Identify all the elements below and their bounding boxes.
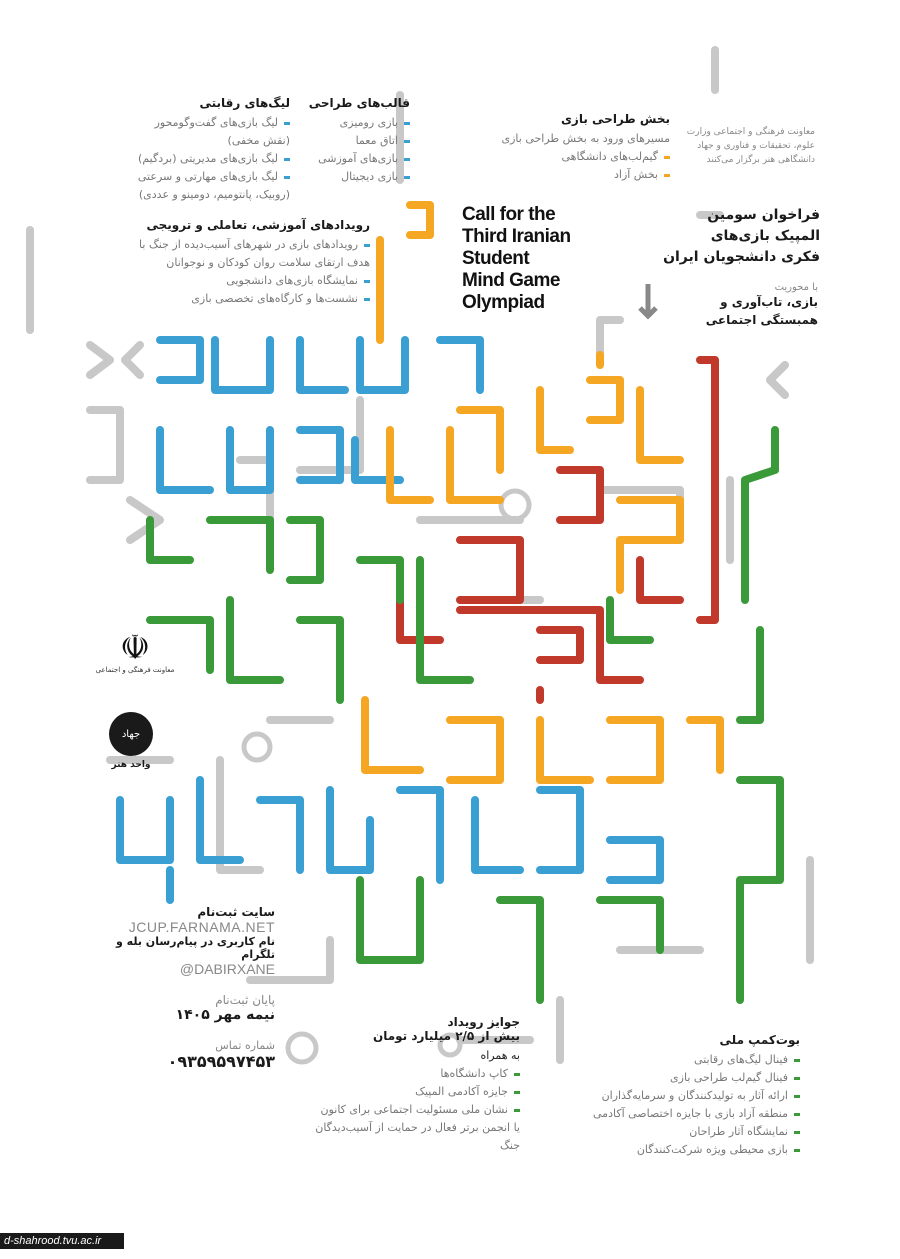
organizer-text: معاونت فرهنگی و اجتماعی وزارت علوم، تحقیقات و فناوری و جهاد دانشگاهی هنر برگزار می‌کنند xyxy=(686,127,815,165)
bullet-icon xyxy=(664,174,670,177)
list-item: بخش آزاد xyxy=(455,166,670,184)
events-section xyxy=(95,218,370,308)
jahad-logo: جهاد واحد هنر xyxy=(101,712,161,770)
bootcamp-section xyxy=(555,1033,800,1159)
bullet-icon xyxy=(794,1077,800,1080)
handle-link[interactable]: @DABIRXANE xyxy=(179,961,275,977)
competitive-leagues xyxy=(100,96,290,204)
bullet-icon xyxy=(794,1095,800,1098)
list-item: فینال لیگ‌های رقابتی xyxy=(555,1051,800,1069)
list-item: بازی محیطی ویژه شرکت‌کنندگان xyxy=(555,1141,800,1159)
bullet-icon xyxy=(364,298,370,301)
design-formats-title: قالب‌های طراحی xyxy=(308,96,410,110)
bootcamp-title: بوت‌کمپ ملی xyxy=(719,1033,800,1047)
prizes-with: به همراه xyxy=(480,1049,520,1062)
list-item: مسیرهای ورود به بخش طراحی بازی xyxy=(501,132,670,145)
list-item: لیگ بازی‌های مهارتی و سرعتی xyxy=(100,168,290,186)
footer-url[interactable]: d-shahrood.tvu.ac.ir xyxy=(0,1233,124,1249)
list-item: جایزه آکادمی المپیک xyxy=(270,1083,520,1101)
bullet-icon xyxy=(404,176,410,179)
list-item: نمایشگاه بازی‌های دانشجویی xyxy=(95,272,370,290)
bullet-icon xyxy=(664,156,670,159)
list-item: ارائه آثار به تولیدکنندگان و سرمایه‌گذاران xyxy=(555,1087,800,1105)
competitive-leagues-title: لیگ‌های رقابتی xyxy=(199,96,290,110)
bullet-icon xyxy=(794,1113,800,1116)
bullet-icon xyxy=(284,158,290,161)
bullet-icon xyxy=(794,1131,800,1134)
game-design-title: بخش طراحی بازی xyxy=(560,112,670,126)
list-item: رویدادهای بازی در شهرهای آسیب‌دیده از جنگ با xyxy=(95,236,370,254)
phone-number[interactable]: ۰۹۳۵۹۵۹۷۴۵۳ xyxy=(167,1052,275,1071)
red-maze-lines xyxy=(400,360,715,700)
list-item: نمایشگاه آثار طراحان xyxy=(555,1123,800,1141)
down-arrow-icon xyxy=(636,282,660,322)
persian-title: فراخوان سومین المپیک بازی‌های فکری دانشجویان ایران xyxy=(663,207,820,265)
bullet-icon xyxy=(794,1149,800,1152)
english-title: Call for the Third Iranian Student Mind Game Olympiad xyxy=(462,204,571,313)
list-item: نشست‌ها و کارگاه‌های تخصصی بازی xyxy=(95,290,370,308)
user-label-2: تلگرام xyxy=(241,948,275,961)
site-link[interactable]: JCUP.FARNAMA.NET xyxy=(128,919,275,935)
list-item: فینال گیم‌لب طراحی بازی xyxy=(555,1069,800,1087)
list-item: هدف ارتقای سلامت روان کودکان و نوجوانان xyxy=(166,256,370,269)
bullet-icon xyxy=(364,280,370,283)
bullet-icon xyxy=(404,158,410,161)
events-title: رویدادهای آموزشی، تعاملی و ترویجی xyxy=(146,218,370,232)
site-label: سایت ثبت‌نام xyxy=(197,905,275,919)
list-item: بازی‌های آموزشی xyxy=(300,150,410,168)
list-item: (نقش مخفی) xyxy=(227,134,290,147)
list-item: منطقه آزاد بازی با جایزه اختصاصی آکادمی xyxy=(555,1105,800,1123)
bullet-icon xyxy=(794,1059,800,1062)
list-item: لیگ بازی‌های گفت‌وگومحور xyxy=(100,114,290,132)
game-design-section xyxy=(455,112,670,184)
bullet-icon xyxy=(404,140,410,143)
deadline-value: نیمه مهر ۱۴۰۵ xyxy=(175,1007,275,1023)
list-item: (روبیک، پانتومیم، دومینو و عددی) xyxy=(138,188,290,201)
registration-block xyxy=(85,905,275,1071)
bullet-icon xyxy=(284,176,290,179)
ministry-logo: ☫ معاونت فرهنگی و اجتماعی xyxy=(95,628,175,674)
list-item: اتاق معما xyxy=(300,132,410,150)
bullet-icon xyxy=(364,244,370,247)
contact-label: شماره تماس xyxy=(215,1039,275,1052)
list-item: بازی رومیزی xyxy=(300,114,410,132)
bullet-icon xyxy=(514,1109,520,1112)
design-formats xyxy=(300,96,410,186)
list-item: گیم‌لب‌های دانشگاهی xyxy=(455,148,670,166)
theme-block: با محوریت بازی، تاب‌آوری و همبستگی اجتماعی xyxy=(705,282,818,327)
emblem-icon: ☫ xyxy=(119,628,151,668)
bullet-icon xyxy=(514,1091,520,1094)
list-item: بازی دیجیتال xyxy=(300,168,410,186)
deadline-label: پایان ثبت‌نام xyxy=(215,993,275,1007)
prizes-amount: بیش از ۲/۵ میلیارد تومان xyxy=(372,1029,520,1043)
list-item: نشان ملی مسئولیت اجتماعی برای کانون xyxy=(270,1101,520,1119)
prizes-section xyxy=(270,1015,520,1155)
bullet-icon xyxy=(514,1073,520,1076)
list-item: کاپ دانشگاه‌ها xyxy=(270,1065,520,1083)
list-item: جنگ xyxy=(500,1139,520,1152)
bullet-icon xyxy=(284,122,290,125)
list-item: لیگ بازی‌های مدیریتی (بردگیم) xyxy=(100,150,290,168)
user-label: نام کاربری در پیام‌رسان بله و xyxy=(116,935,275,948)
prizes-title: جوایز رویداد xyxy=(447,1015,520,1029)
list-item: یا انجمن برتر فعال در حمایت از آسیب‌دیدگان xyxy=(315,1121,520,1134)
bullet-icon xyxy=(404,122,410,125)
